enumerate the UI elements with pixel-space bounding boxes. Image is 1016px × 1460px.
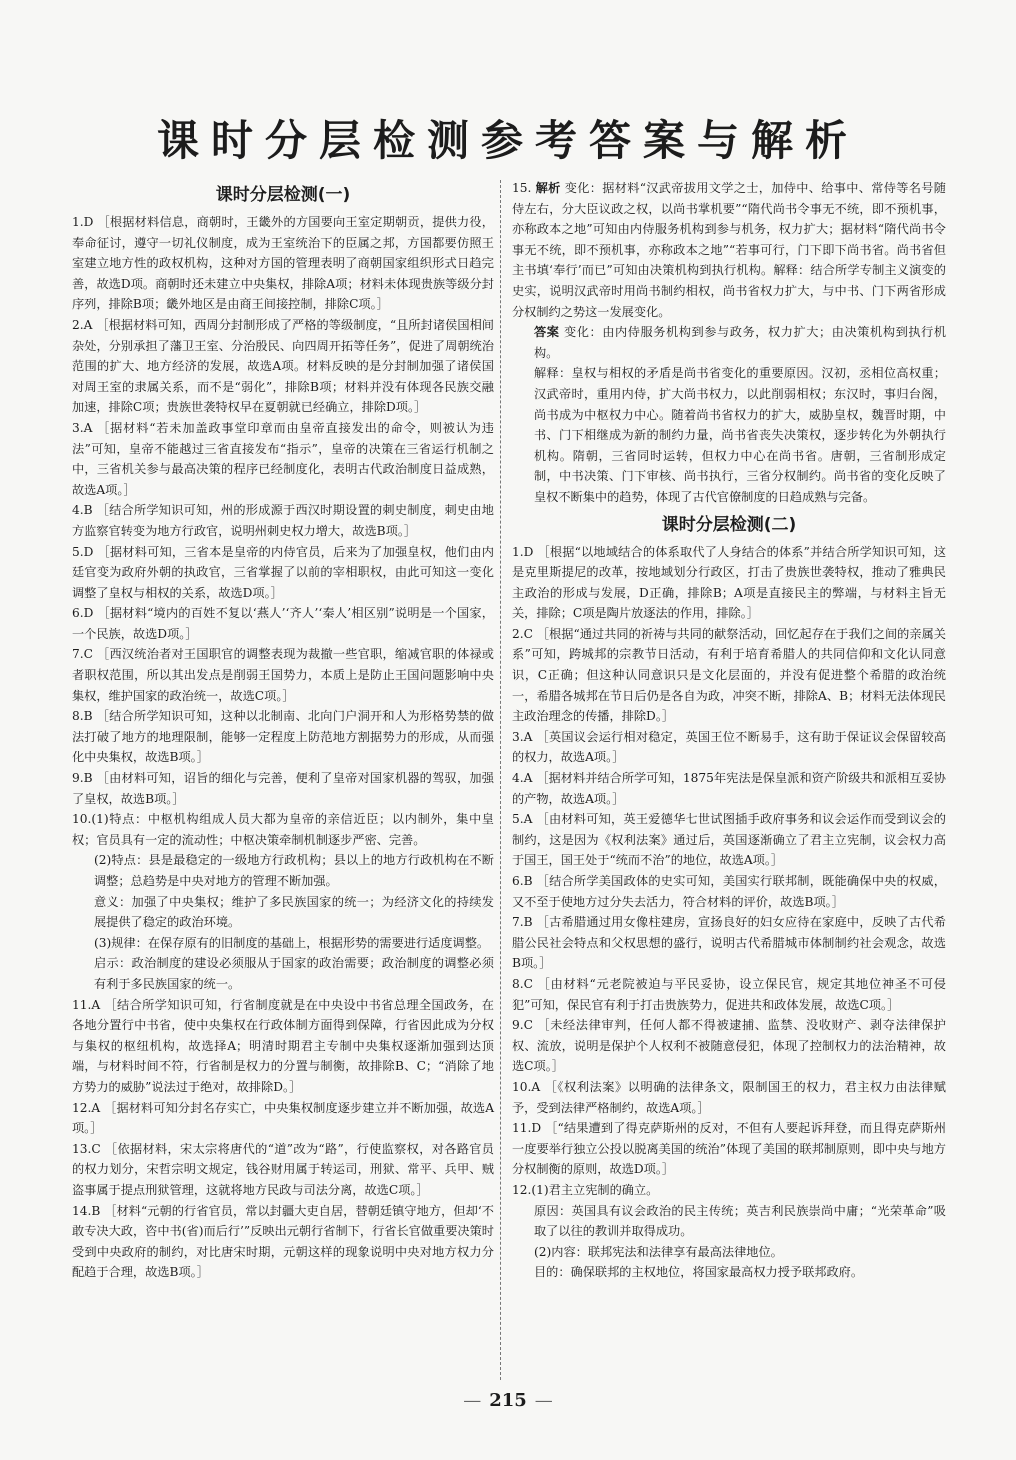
page-title: 课时分层检测参考答案与解析: [156, 116, 859, 165]
answer-item: 11.D ［“结果遭到了得克萨斯州的反对，不但有人要起诉拜登，而且得克萨斯州一度要举行独立公投以脱离美国的统治”体现了美国的联邦制原则，即中央与地方分权制衡的原则，故选D项。］: [512, 1121, 946, 1177]
answer-item: 1.D ［根据材料信息，商朝时，王畿外的方国要向王室定期朝贡，提供力役，奉命征讨，遵守一切礼仪制度，成为王室统治下的臣属之邦，方国都要仿照王室建立地方性的政权机构，这种对方国的管理表明了商朝国家组织形式日趋完善，故选D项。商朝时还未建立中央集权，排除A项；材料未体现贵族等级分封序列，排除B项；畿外地区是由商王间接控制，排除C项。］: [72, 215, 494, 312]
answer-item: 2.C ［根据“通过共同的祈祷与共同的献祭活动，回忆起存在于我们之间的亲属关系”可知，跨城邦的宗教节日活动，有利于培育希腊人的共同信仰和文化认同意识，C正确；但这种认同意识只是文化层面的，并没有促进整个希腊的政治统一，希腊各城邦在节日后仍是各自为政，冲突不断，排除A、B；材料无法体现民主政治理念的传播，排除D。］: [512, 626, 946, 724]
answer-label: 答案: [534, 325, 560, 340]
answer-item: 3.A ［英国议会运行相对稳定，英国王位不断易手，这有助于保证议会保留较高的权力，故选A项。］: [512, 729, 946, 765]
answer-item: 10.A ［《权利法案》以明确的法律条文，限制国王的权力，君主权力由法律赋予，受到法律严格制约，故选A项。］: [512, 1079, 946, 1115]
answer-item: 6.B ［结合所学美国政体的史实可知，美国实行联邦制，既能确保中央的权威，又不至于使地方过分失去活力，符合材料的评价，故选B项。］: [512, 874, 946, 909]
analysis-label: 解析: [535, 181, 561, 195]
answer-item: 3.A ［据材料“若未加盖政事堂印章而由皇帝直接发出的命令，则被认为违法”可知，皇帝不能越过三省直接发布“指示”，皇帝的决策在三省运行机制之中，三省机关参与最高决策的程序已经制度化，表明古代政治制度日益成熟，故选A项。］: [72, 420, 494, 497]
answer-item: 4.B ［结合所学知识可知，州的形成源于西汉时期设置的刺史制度，刺史由地方监察官转变为地方行政官，说明州刺史权力增大，故选B项。］: [72, 503, 494, 538]
answer-item: 12.(1)君主立宪制的确立。: [512, 1182, 659, 1197]
answer-item: 启示：政治制度的建设必须服从于国家的政治需要；政治制度的调整必须有利于多民族国家的统一。: [94, 956, 494, 991]
q15-analysis: [512, 178, 946, 322]
q15-explanation: 解释：皇权与相权的矛盾是尚书省变化的重要原因。汉初，丞相位高权重；汉武帝时，重用内侍，扩大尚书权力，以此削弱相权；东汉时，事归台阁，尚书成为中枢权力中心。随着尚书省权力的扩大，威胁皇权，魏晋时期，中书、门下相继成为新的制约力量，尚书省丧失决策权，逐步转化为外朝执行机构。隋朝，三省同时运转，但权力中心在尚书省。唐朝，三省制形成定制，中书决策、门下审核、尚书执行，三省分权制约。尚书省的变化反映了皇权不断集中的趋势，体现了古代官僚制度的日趋成熟与完备。: [534, 366, 946, 504]
answer-item: 12.A ［据材料可知分封名存实亡，中央集权制度逐步建立并不断加强，故选A项。］: [72, 1100, 494, 1136]
answer-item: (3)规律：在保存原有的旧制度的基础上，根据形势的需要进行适度调整。: [94, 935, 490, 950]
answer-item: 4.A ［据材料并结合所学可知，1875年宪法是保皇派和资产阶级共和派相互妥协的产物，故选A项。］: [512, 771, 946, 806]
left-column: [72, 178, 494, 1283]
dash-right: —: [534, 1390, 553, 1411]
analysis-text: 变化：据材料“汉武帝拔用文学之士，加侍中、给事中、常侍等名号随侍左右，分大臣议政之权，以尚书掌机要”“隋代尚书令事无不统，即不预机事，亦称政本之地”可知由内侍服务机构到参与机务，权力扩大；据材料“隋代尚书令事无不统，即不预机事，亦称政本之地”“若事可行，门下即下尚书省。尚书省但主书填‘奉行’而已”可知由决策机构到执行机构。解释：结合所学专制主义演变的史实，说明汉武帝时用尚书制约相权，尚书省权力扩大，与中书、门下两省形成分权制约之势这一发展变化。: [512, 181, 946, 319]
answer-item: 9.C ［未经法律审判，任何人都不得被逮捕、监禁、没收财产、剥夺法律保护权、流放，说明是保护个人权利不被随意侵犯，体现了控制权力的法治精神，故选C项。］: [512, 1018, 946, 1074]
answer-item: (2)特点：县是最稳定的一级地方行政机构；县以上的地方行政机构在不断调整；总趋势是中央对地方的管理不断加强。: [94, 853, 494, 888]
right-column: [512, 178, 946, 1283]
page-number: [0, 1390, 1016, 1411]
answer-item: 13.C ［依据材料，宋太宗将唐代的“道”改为“路”，行使监察权，对各路官员的权力划分，宋哲宗明文规定，钱谷财用属于转运司，刑狱、常平、兵甲、贼盗事属于提点刑狱管理，这就将地方民政与司法分离，故选C项。］: [72, 1141, 494, 1197]
answer-item: 意义：加强了中央集权；维护了多民族国家的统一；为经济文化的持续发展提供了稳定的政治环境。: [94, 894, 494, 930]
q15-answer: [512, 322, 946, 363]
answer-item: 8.B ［结合所学知识可知，这种以北制南、北向门户洞开和人为形格势禁的做法打破了地方的地理限制，能够一定程度上防范地方割据势力的形成，从而强化中央集权，故选B项。］: [72, 709, 494, 765]
column-divider: [500, 180, 501, 1380]
answer-item: (2)内容：联邦宪法和法律享有最高法律地位。: [534, 1244, 783, 1259]
dash-left: —: [463, 1390, 482, 1411]
page-number-value: 215: [489, 1390, 527, 1411]
answer-item: 5.A ［由材料可知，英王爱德华七世试图插手政府事务和议会运作而受到议会的制约，这是因为《权利法案》通过后，英国逐渐确立了君主立宪制，议会权力高于国王，国王处于“统而不治”的地位，故选A项。］: [512, 812, 946, 868]
q15-number: 15.: [512, 181, 532, 195]
answer-item: 6.D ［据材料“境内的百姓不复以‘燕人’‘齐人’‘秦人’相区别”说明是一个国家，一个民族，故选D项。］: [72, 606, 494, 641]
section-title-1: 课时分层检测(一): [215, 185, 351, 205]
answer-item: 2.A ［根据材料可知，西周分封制形成了严格的等级制度，“且所封诸侯国相间杂处，分别承担了藩卫王室、分治殷民、向四周开拓等任务”，促进了周朝统治范围的扩大、地方经济的发展，故选A项。材料反映的是分封制加强了诸侯国对周王室的隶属关系，而不是“弱化”，排除B项；材料并没有体现各民族交融加速，排除C项；贵族世袭特权早在夏朝就已经确立，排除D项。］: [72, 317, 494, 415]
answer-item: 7.C ［西汉统治者对王国职官的调整表现为裁撤一些官职，缩减官职的体禄或者职权范围，所以其出发点是削弱王国势力，本质上是防止王国问题影响中央集权，维护国家的政治统一，故选C项。］: [72, 647, 494, 703]
answer-item: 原因：英国具有议会政治的民主传统；英吉利民族崇尚中庸；“光荣革命”吸取了以往的教训并取得成功。: [534, 1203, 946, 1239]
answer-item: 7.B ［古希腊通过用女像柱建房，宣扬良好的妇女应待在家庭中，反映了古代希腊公民社会特点和父权思想的盛行，说明古代希腊城市体制制约社会观念，故选B项。］: [512, 915, 946, 971]
answer-item: 9.B ［由材料可知，诏旨的细化与完善，便利了皇帝对国家机器的驾驭，加强了皇权，故选B项。］: [72, 771, 494, 806]
answer-item: 11.A ［结合所学知识可知，行省制度就是在中央设中书省总理全国政务，在各地分置行中书省，使中央集权在行政体制方面得到保障，行省因此成为分权与集权的枢纽机构，故选择A；明清时期君主专制中央集权逐渐加强到达顶端，与材料时间不符，行省制是权力的分置与制衡，故排除B、C；“消除了地方势力的威胁”说法过于绝对，故排除D。］: [72, 997, 494, 1094]
answer-item: 1.D ［根据“以地域结合的体系取代了人身结合的体系”并结合所学知识可知，这是克里斯提尼的改革，按地域划分行政区，打击了贵族世袭特权，推动了雅典民主政治的形成与发展，D正确，排除B；A项是直接民主的弊端，与材料主旨无关，排除；C项是陶片放逐法的作用，排除。］: [512, 544, 946, 621]
answer-item: 5.D ［据材料可知，三省本是皇帝的内侍官员，后来为了加强皇权，他们由内廷官变为政府外朝的执政官，三省掌握了以前的宰相职权，由此可知这一变化调整了皇权与相权的关系，故选D项。］: [72, 544, 494, 600]
answer-item: 8.C ［由材料“元老院被迫与平民妥协，设立保民官，规定其地位神圣不可侵犯”可知，保民官有利于打击贵族势力，促进共和政体发展，故选C项。］: [512, 976, 946, 1012]
answer-item: 10.(1)特点：中枢机构组成人员大都为皇帝的亲信近臣；以内制外，集中皇权；官员具有一定的流动性；中枢决策牵制机制逐步严密、完善。: [72, 812, 494, 847]
answer-text: 变化：由内侍服务机构到参与政务，权力扩大；由决策机构到执行机构。: [534, 325, 947, 360]
section-title-2: 课时分层检测(二): [661, 514, 797, 535]
answer-item: 目的：确保联邦的主权地位，将国家最高权力授予联邦政府。: [534, 1265, 864, 1280]
answer-item: 14.B ［材料“元朝的行省官员，常以封疆大吏自居，替朝廷镇守地方，但却‘不敢专决大政，咨中书(省)而后行’”反映出元朝行省制下，行省长官做重要决策时受到中央政府的制约，对比唐宋时期，元朝这样的现象说明中央对地方权力分配趋于合理，故选B项。］: [72, 1203, 494, 1280]
